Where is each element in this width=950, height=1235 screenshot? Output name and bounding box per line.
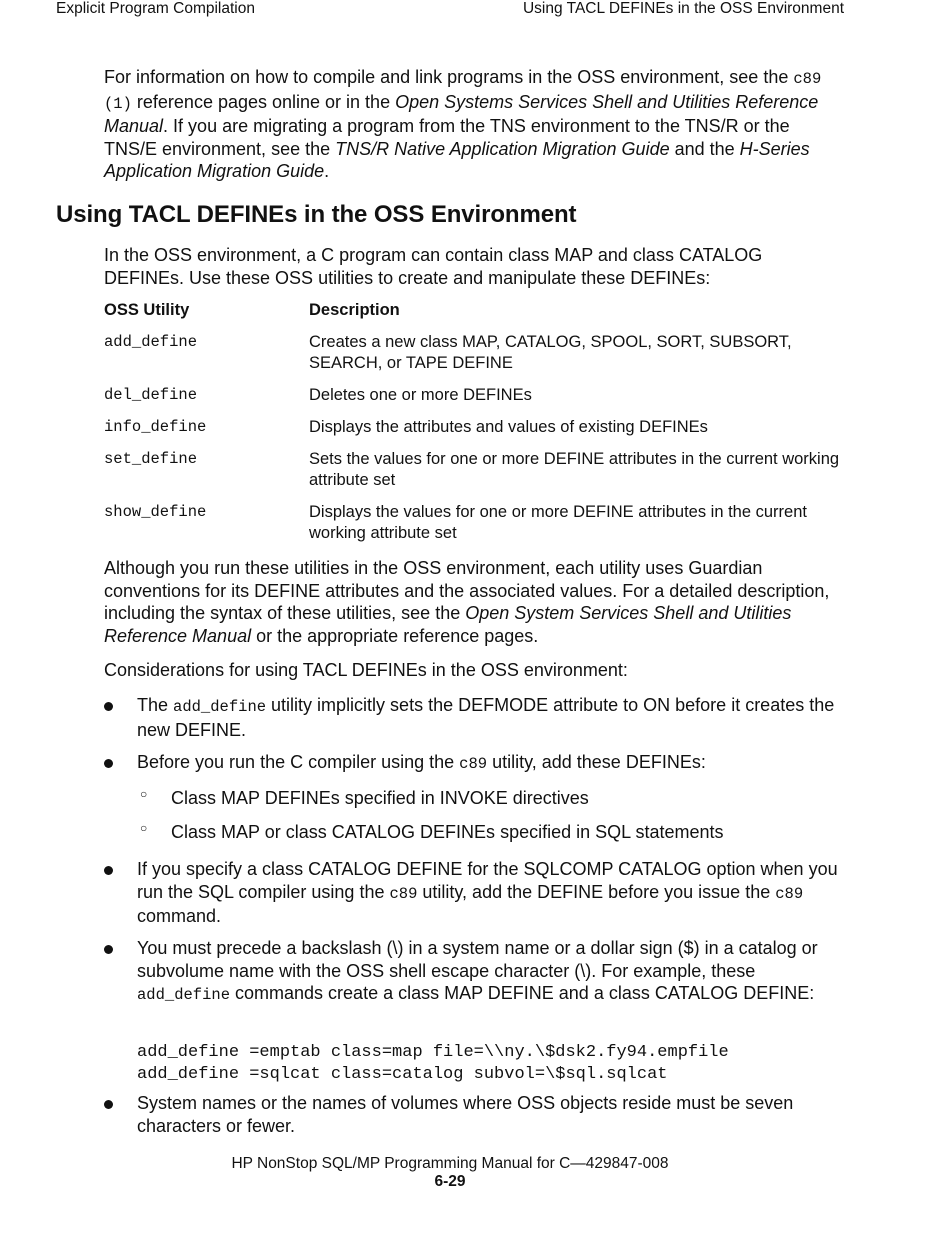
code-add-define: add_define — [173, 698, 267, 716]
item-text: System names or the names of volumes where OSS objects reside must be seven characters or fewer. — [137, 1093, 794, 1136]
utility-description: Deletes one or more DEFINEs — [309, 386, 532, 404]
intro-manual-title: Open Systems Services Shell and Utilities Reference Manual — [104, 91, 819, 136]
intro-text: . If you are migrating a program from the TNS environment to the TNS/R or the TNS/E environment, see the — [104, 116, 790, 159]
utility-name: info_define — [104, 418, 207, 436]
paragraph-text: or the appropriate reference pages. — [251, 625, 539, 646]
bullet-icon — [104, 945, 113, 954]
code-example — [137, 1042, 729, 1085]
section-heading: Using TACL DEFINEs in the OSS Environment — [56, 201, 577, 228]
code-line: add_define =emptab class=map file=\\ny.\$dsk2.fy94.empfile — [137, 1043, 729, 1062]
sub-bullet-icon: ○ — [140, 787, 148, 801]
sub-item-text: Class MAP DEFINEs specified in INVOKE directives — [171, 788, 589, 808]
intro-migration-guide-title: TNS/R Native Application Migration Guide — [335, 138, 670, 159]
intro-hseries-guide-title: H-Series Application Migration Guide — [104, 138, 810, 181]
sub-bullet-icon: ○ — [140, 821, 148, 835]
reference-manual-title: Open System Services Shell and Utilities Reference Manual — [104, 603, 792, 646]
utility-description: Sets the values for one or more DEFINE attributes in the current working attribute set — [309, 450, 840, 489]
intro-text: and the — [669, 138, 740, 159]
page-number: 6-29 — [434, 1173, 466, 1190]
considerations-intro — [104, 659, 844, 682]
sub-item-text: Class MAP or class CATALOG DEFINEs specified in SQL statements — [171, 822, 724, 842]
utility-description: Displays the attributes and values of existing DEFINEs — [309, 418, 708, 436]
intro-text: . — [324, 161, 330, 181]
item-text: The — [137, 695, 174, 715]
bullet-icon — [104, 866, 113, 875]
running-header-right: Using TACL DEFINEs in the OSS Environment — [522, 0, 844, 17]
item-text: utility implicitly sets the DEFMODE attribute to ON before it creates the new DEFINE. — [137, 695, 835, 740]
oss-define-paragraph — [104, 244, 844, 289]
paragraph-text: Although you run these utilities in the OSS environment, each utility uses Guardian conventions for its DEFINE attributes and the associated values. For a detailed description, including the syntax of these utilities, see the — [104, 558, 830, 623]
utility-description: Displays the values for one or more DEFINE attributes in the current working attribute set — [309, 503, 807, 542]
item-text: You must precede a backslash (\) in a system name or a dollar sign ($) in a catalog or subvolume name with the OSS shell escape character (\). For example, these — [137, 938, 818, 981]
item-text: utility, add these DEFINEs: — [487, 752, 706, 772]
code-c89: c89 — [389, 884, 418, 903]
item-text: command. — [137, 906, 222, 926]
intro-text: For information on how to compile and link programs in the OSS environment, see the — [104, 67, 794, 87]
intro-code-c89: c89 (1) — [104, 70, 822, 113]
intro-paragraph — [104, 66, 844, 183]
utility-description: Creates a new class MAP, CATALOG, SPOOL, SORT, SUBSORT, SEARCH, or TAPE DEFINE — [309, 333, 792, 372]
running-header-left: Explicit Program Compilation — [56, 0, 255, 17]
intro-text: reference pages online or in the — [131, 91, 396, 112]
paragraph-text: In the OSS environment, a C program can contain class MAP and class CATALOG DEFINEs. Use these OSS utilities to create and manipulate these DEFINEs: — [104, 245, 763, 288]
bullet-icon — [104, 759, 113, 768]
code-c89: c89 — [459, 755, 488, 773]
item-text: Before you run the C compiler using the — [137, 752, 460, 772]
code-add-define: add_define — [137, 986, 231, 1004]
paragraph-text: Considerations for using TACL DEFINEs in the OSS environment: — [104, 660, 628, 680]
footer-manual-title: HP NonStop SQL/MP Programming Manual for C—429847-008 — [231, 1155, 669, 1172]
bullet-icon — [104, 1100, 113, 1109]
guardian-conventions-paragraph — [104, 557, 844, 647]
item-text: utility, add the DEFINE before you issue the — [417, 881, 776, 902]
utility-name: add_define — [104, 333, 198, 351]
bullet-icon — [104, 702, 113, 711]
utility-name: show_define — [104, 503, 207, 521]
item-text: commands create a class MAP DEFINE and a class CATALOG DEFINE: — [230, 983, 815, 1003]
code-c89: c89 — [775, 884, 804, 903]
utility-name: set_define — [104, 450, 198, 468]
code-line: add_define =sqlcat class=catalog subvol=\$sql.sqlcat — [137, 1064, 668, 1084]
table-header-utility: OSS Utility — [104, 301, 190, 319]
table-header-description: Description — [309, 301, 400, 319]
item-text: If you specify a class CATALOG DEFINE for the SQLCOMP CATALOG option when you run the SQL compiler using the — [137, 859, 838, 902]
utility-name: del_define — [104, 386, 198, 404]
